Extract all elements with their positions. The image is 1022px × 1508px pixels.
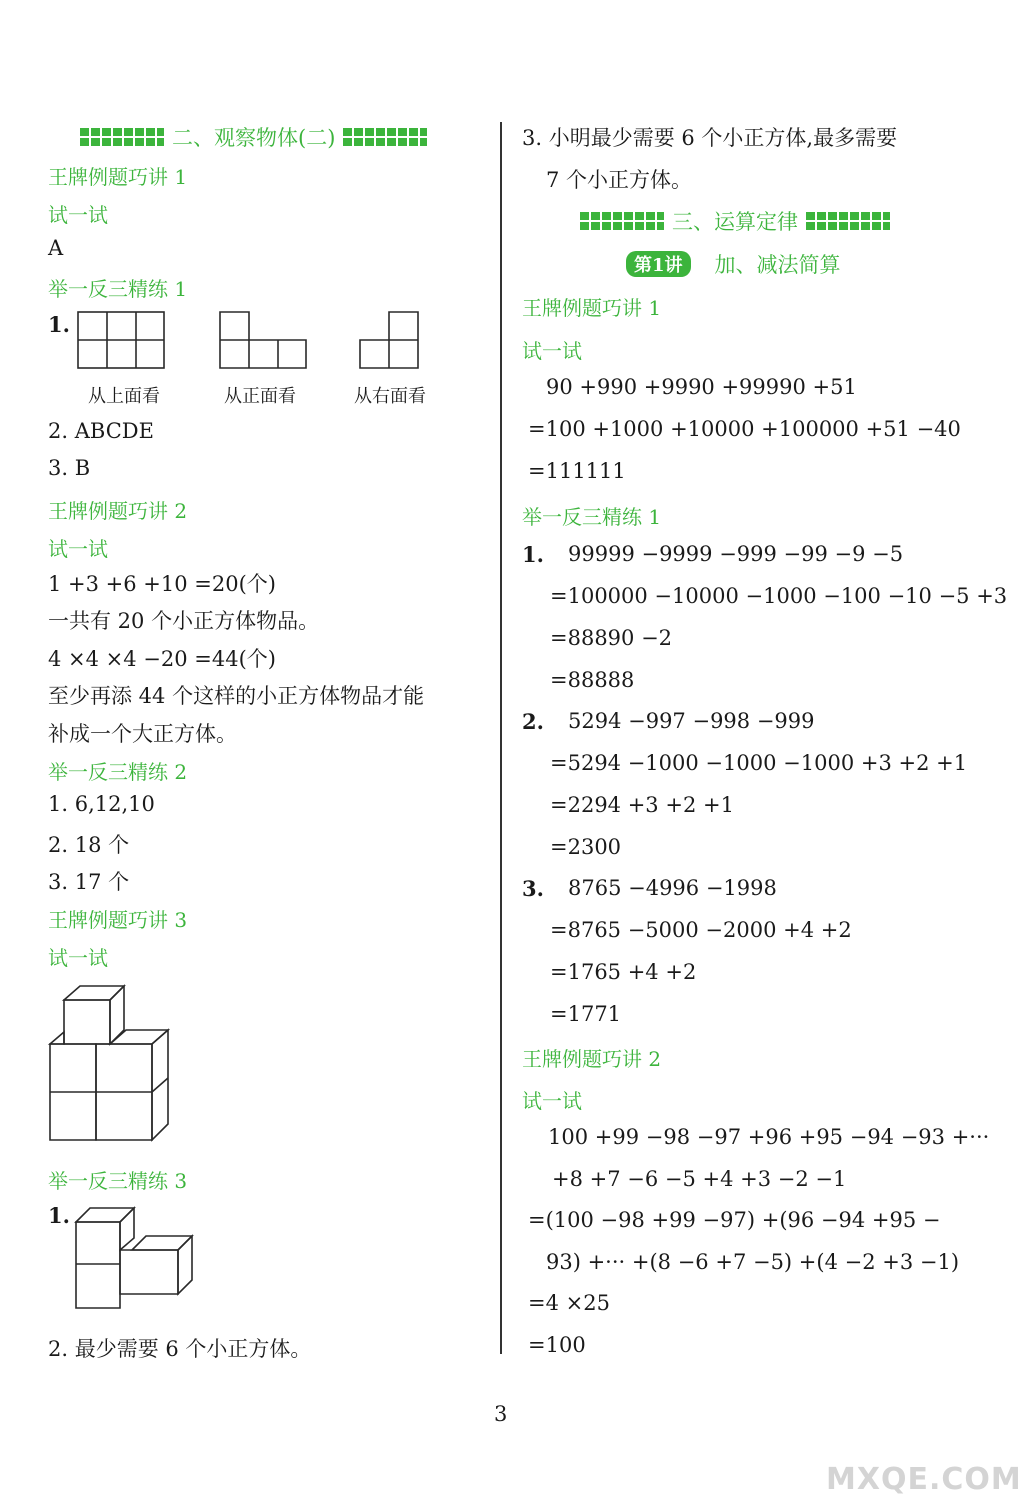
item-number: 1. <box>48 312 70 337</box>
equation-line: =1765 +4 +2 <box>550 960 697 984</box>
lecture-badge: 第1讲 <box>626 251 691 277</box>
answer-line: 补成一个大正方体。 <box>48 722 237 746</box>
right-section-title: 三、运算定律 <box>672 210 798 234</box>
watermark: MXQE.COM <box>826 1462 1022 1497</box>
heading-example-1: 王牌例题巧讲 1 <box>48 165 188 189</box>
right-view-figure <box>358 310 422 370</box>
right-section-header <box>580 206 890 236</box>
equation-line: 8765 −4996 −1998 <box>568 876 777 900</box>
answer-line: 2. 最少需要 6 个小正方体。 <box>48 1337 312 1361</box>
equation-line: =2294 +3 +2 +1 <box>550 793 734 817</box>
answer-line: 3. 17 个 <box>48 870 130 894</box>
heading-practice-2: 举一反三精练 2 <box>48 760 188 784</box>
item-number: 3. <box>522 876 544 901</box>
heading-example-2: 王牌例题巧讲 2 <box>48 499 188 523</box>
equation-line: =100 +1000 +10000 +100000 +51 −40 <box>528 417 961 441</box>
item-number: 2. <box>522 709 544 734</box>
lecture-title: 加、减法简算 <box>714 253 841 277</box>
answer-line: 至少再添 44 个这样的小正方体物品才能 <box>48 684 425 708</box>
view-label-top: 从上面看 <box>88 386 160 407</box>
equation-line: =100000 −10000 −1000 −100 −10 −5 +3 <box>550 584 1008 608</box>
view-label-front: 从正面看 <box>224 386 296 407</box>
answer-line: 2. ABCDE <box>48 419 154 443</box>
answer-line: 7 个小正方体。 <box>546 168 693 192</box>
left-section-header <box>80 122 427 152</box>
decor-bar-right <box>343 128 427 146</box>
page-number: 3 <box>494 1402 508 1426</box>
answer-line: 1. 6,12,10 <box>48 792 155 816</box>
equation-line: 90 +990 +9990 +99990 +51 <box>546 375 857 399</box>
try-label: 试一试 <box>48 946 108 970</box>
top-view-figure <box>76 310 168 370</box>
cube-figure-2 <box>72 1198 198 1312</box>
heading-practice-1: 举一反三精练 1 <box>522 505 662 529</box>
answer-line: 1 +3 +6 +10 =20(个) <box>48 572 276 596</box>
try-label: 试一试 <box>522 1089 582 1113</box>
answer-line: 2. 18 个 <box>48 833 130 857</box>
column-divider <box>500 122 502 1354</box>
equation-line: =5294 −1000 −1000 −1000 +3 +2 +1 <box>550 751 968 775</box>
equation-line: =88888 <box>550 668 635 692</box>
heading-example-2: 王牌例题巧讲 2 <box>522 1047 662 1071</box>
equation-line: 93) +··· +(8 −6 +7 −5) +(4 −2 +3 −1) <box>546 1250 960 1274</box>
try-label: 试一试 <box>48 203 108 227</box>
heading-practice-3: 举一反三精练 3 <box>48 1169 188 1193</box>
equation-line: 99999 −9999 −999 −99 −9 −5 <box>568 542 904 566</box>
answer-line: 一共有 20 个小正方体物品。 <box>48 609 320 633</box>
cube-stack-figure <box>46 984 174 1144</box>
left-section-title: 二、观察物体(二) <box>172 126 336 150</box>
equation-line: 100 +99 −98 −97 +96 +95 −94 −93 +··· <box>548 1125 990 1149</box>
equation-line: =(100 −98 +99 −97) +(96 −94 +95 − <box>528 1208 941 1232</box>
equation-line: =111111 <box>528 459 626 483</box>
equation-line: =4 ×25 <box>528 1291 610 1315</box>
front-view-figure <box>218 310 310 370</box>
lecture-header <box>626 249 841 279</box>
view-label-right: 从右面看 <box>354 386 426 407</box>
item-number: 1. <box>522 542 544 567</box>
heading-practice-1: 举一反三精练 1 <box>48 277 188 301</box>
decor-bar-right <box>806 212 890 230</box>
equation-line: =8765 −5000 −2000 +4 +2 <box>550 918 852 942</box>
equation-line: =88890 −2 <box>550 626 673 650</box>
answer-line: 4 ×4 ×4 −20 =44(个) <box>48 647 276 671</box>
item-number: 1. <box>48 1203 70 1228</box>
answer-line: 3. B <box>48 456 91 480</box>
try-answer: A <box>48 236 64 260</box>
equation-line: =100 <box>528 1333 586 1357</box>
heading-example-3: 王牌例题巧讲 3 <box>48 908 188 932</box>
equation-line: +8 +7 −6 −5 +4 +3 −2 −1 <box>552 1167 847 1191</box>
equation-line: 5294 −997 −998 −999 <box>568 709 815 733</box>
answer-line: 3. 小明最少需要 6 个小正方体,最多需要 <box>522 126 898 150</box>
equation-line: =1771 <box>550 1002 622 1026</box>
decor-bar-left <box>580 212 664 230</box>
decor-bar-left <box>80 128 164 146</box>
try-label: 试一试 <box>48 537 108 561</box>
heading-example-1: 王牌例题巧讲 1 <box>522 296 662 320</box>
try-label: 试一试 <box>522 339 582 363</box>
equation-line: =2300 <box>550 835 622 859</box>
